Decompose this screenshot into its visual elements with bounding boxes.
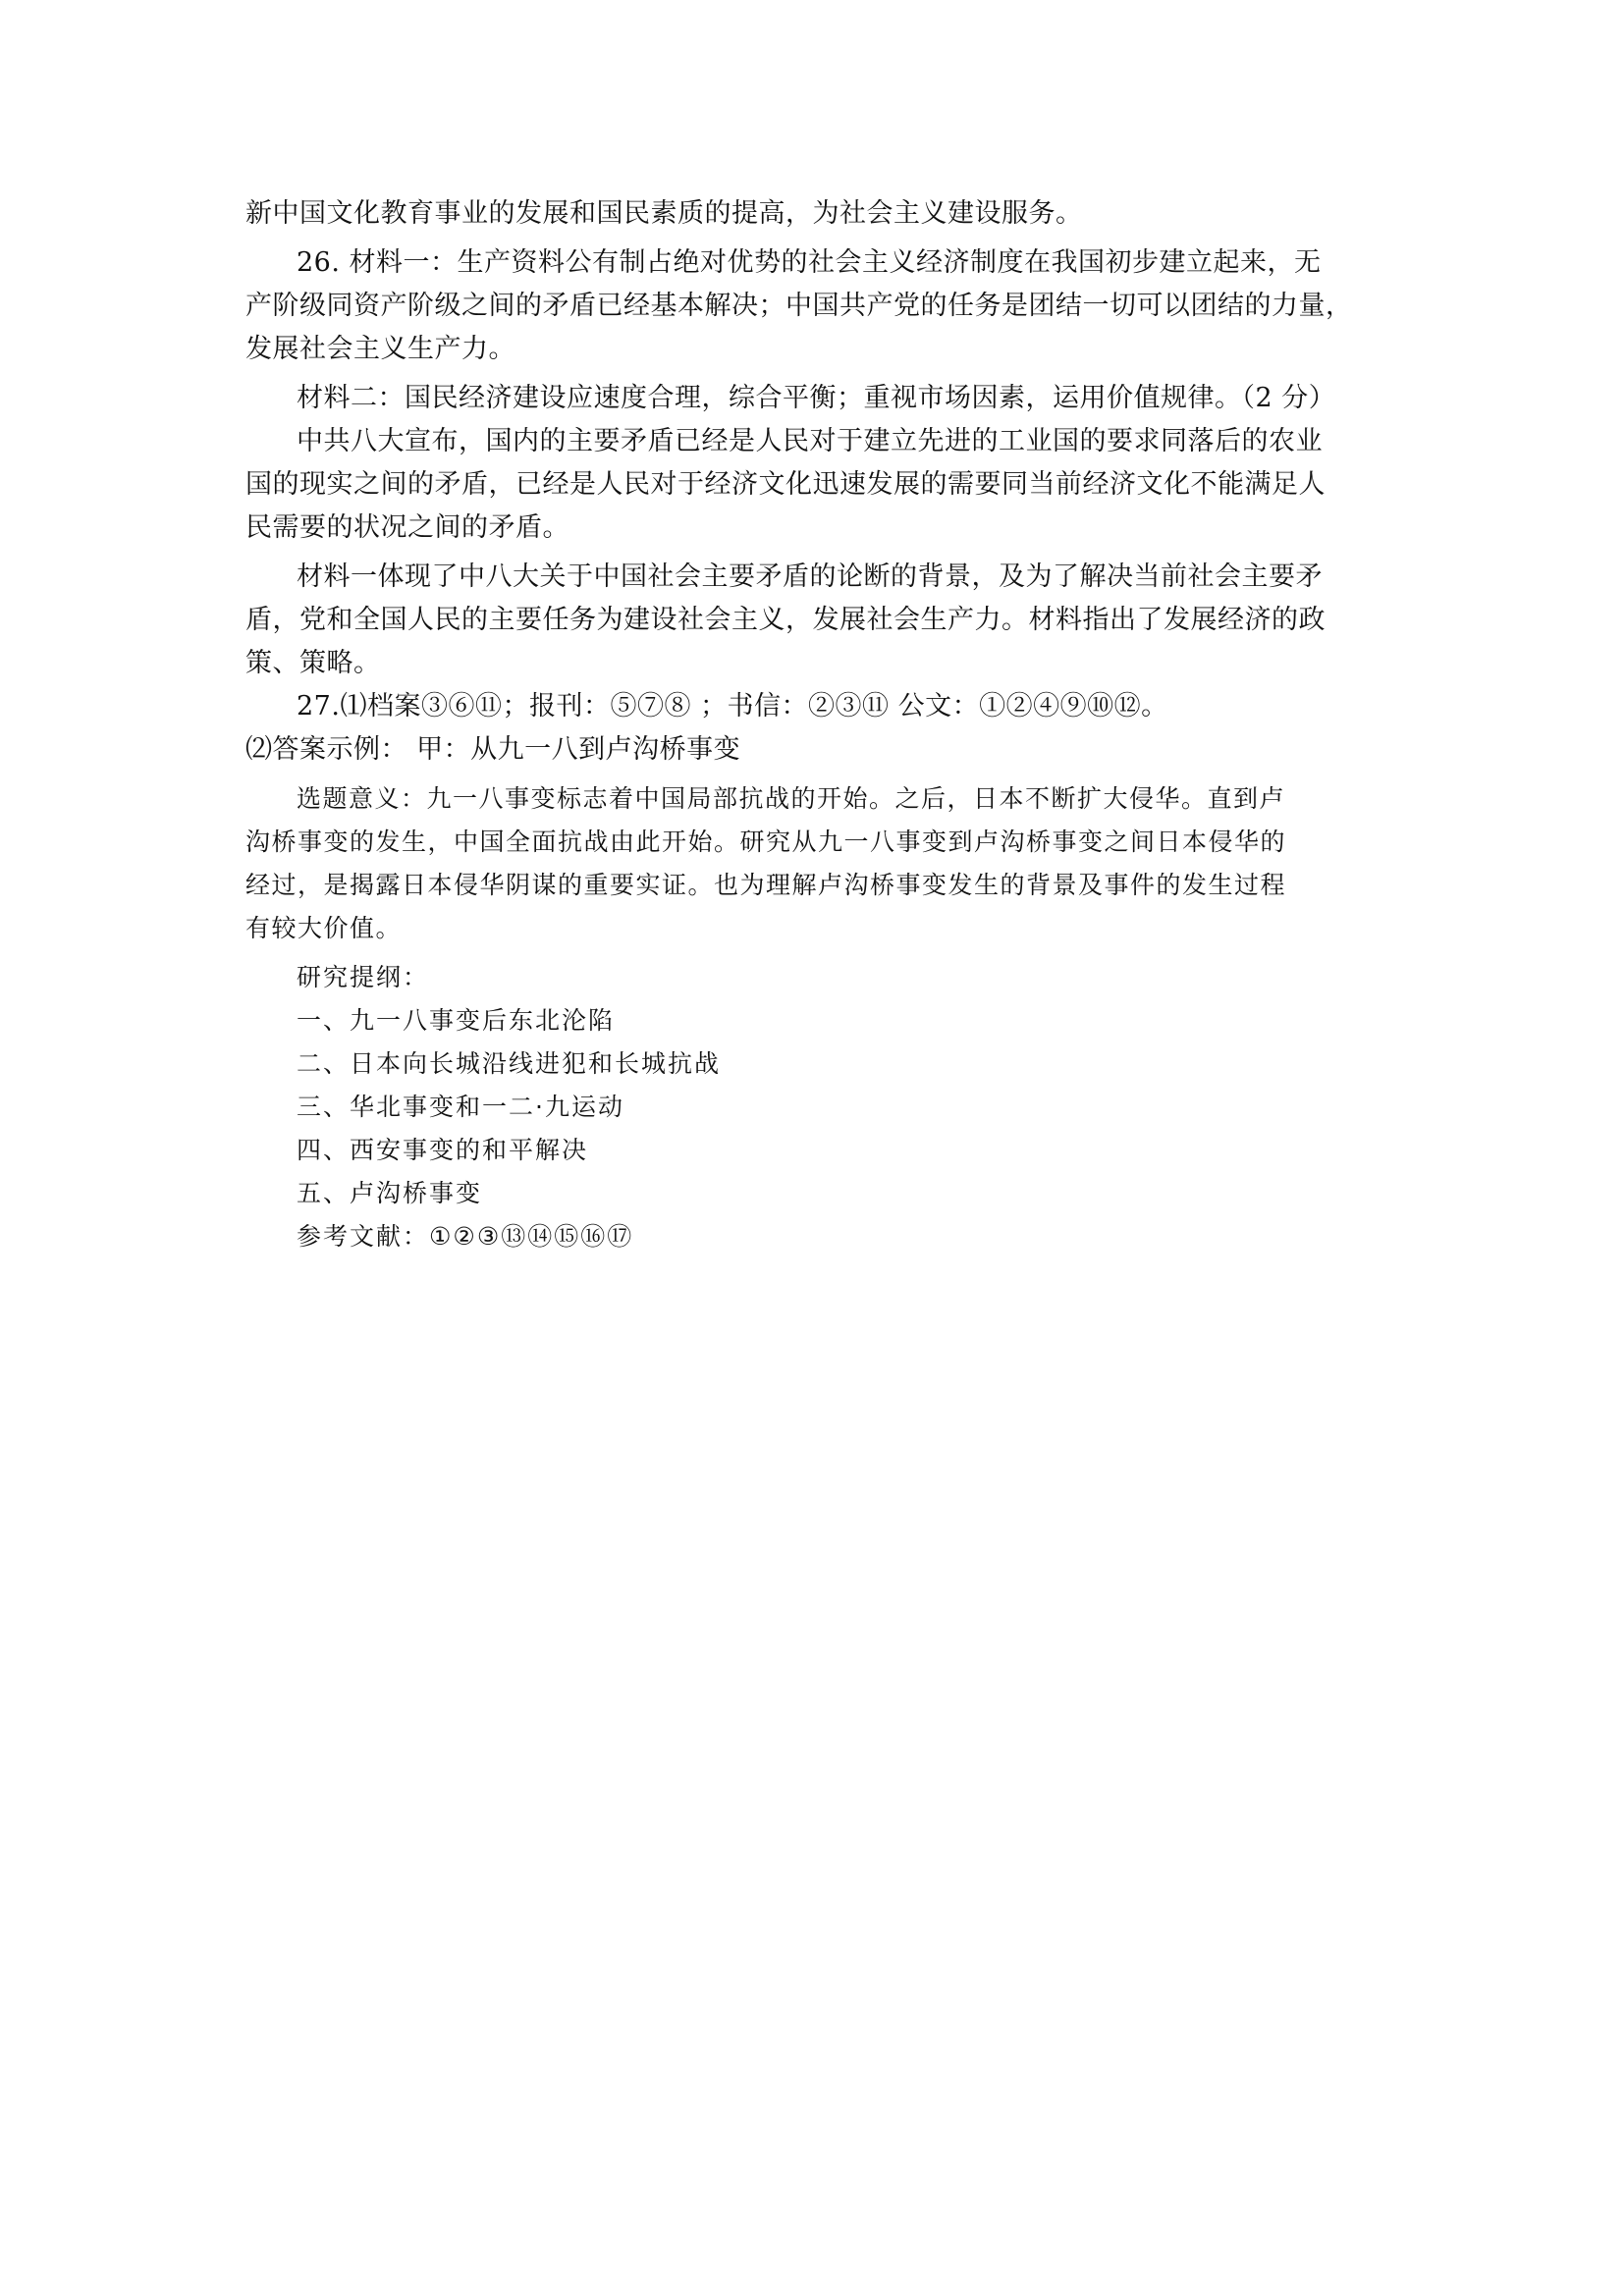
text-line: 国的现实之间的矛盾，已经是人民对于经济文化迅速发展的需要同当前经济文化不能满足人 [245, 469, 1326, 500]
question-27-part-1: 27.⑴档案③⑥⑪；报刊：⑤⑦⑧ ；书信：②③⑪ 公文：①②④⑨⑩⑫。 [297, 691, 1168, 721]
outline-item: 二、日本向长城沿线进犯和长城抗战 [297, 1049, 722, 1078]
material-two-line: 材料二：国民经济建设应速度合理，综合平衡；重视市场因素，运用价值规律。（2 分） [297, 383, 1336, 413]
outline-item: 五、卢沟桥事变 [297, 1179, 483, 1207]
outline-item: 一、九一八事变后东北沦陷 [297, 1006, 616, 1035]
text-line: 材料一体现了中八大关于中国社会主要矛盾的论断的背景，及为了解决当前社会主要矛 [297, 561, 1323, 592]
document-page [245, 192, 1394, 1258]
research-outline [245, 956, 1394, 1258]
text-line: 产阶级同资产阶级之间的矛盾已经基本解决；中国共产党的任务是团结一切可以团结的力量， [245, 291, 1353, 321]
text-line: 沟桥事变的发生，中国全面抗战由此开始。研究从九一八事变到卢沟桥事变之间日本侵华的 [245, 828, 1287, 856]
text-line: 中共八大宣布，国内的主要矛盾已经是人民对于建立先进的工业国的要求同落后的农业 [297, 426, 1323, 456]
text-line: 盾，党和全国人民的主要任务为建设社会主义，发展社会生产力。材料指出了发展经济的政 [245, 605, 1326, 635]
outline-title: 研究提纲： [297, 963, 430, 991]
references-line: 参考文献：①②③⑬⑭⑮⑯⑰ [297, 1222, 634, 1251]
outline-item: 四、西安事变的和平解决 [297, 1136, 589, 1164]
outline-item: 三、华北事变和一二·九运动 [297, 1093, 624, 1121]
text-line: 有较大价值。 [245, 914, 403, 942]
question-27-part-2: ⑵答案示例： 甲：从九一八到卢沟桥事变 [245, 734, 741, 765]
text-line: 策、策略。 [245, 648, 381, 678]
topic-significance-line: 选题意义：九一八事变标志着中国局部抗战的开始。之后，日本不断扩大侵华。直到卢 [297, 784, 1286, 813]
question-26-heading: 26. 材料一：生产资料公有制占绝对优势的社会主义经济制度在我国初步建立起来，无 [297, 247, 1322, 278]
text-line: 发展社会主义生产力。 [245, 334, 515, 364]
text-line: 新中国文化教育事业的发展和国民素质的提高，为社会主义建设服务。 [245, 198, 1083, 229]
text-line: 经过，是揭露日本侵华阴谋的重要实证。也为理解卢沟桥事变发生的背景及事件的发生过程 [245, 871, 1287, 899]
text-line: 民需要的状况之间的矛盾。 [245, 512, 569, 543]
